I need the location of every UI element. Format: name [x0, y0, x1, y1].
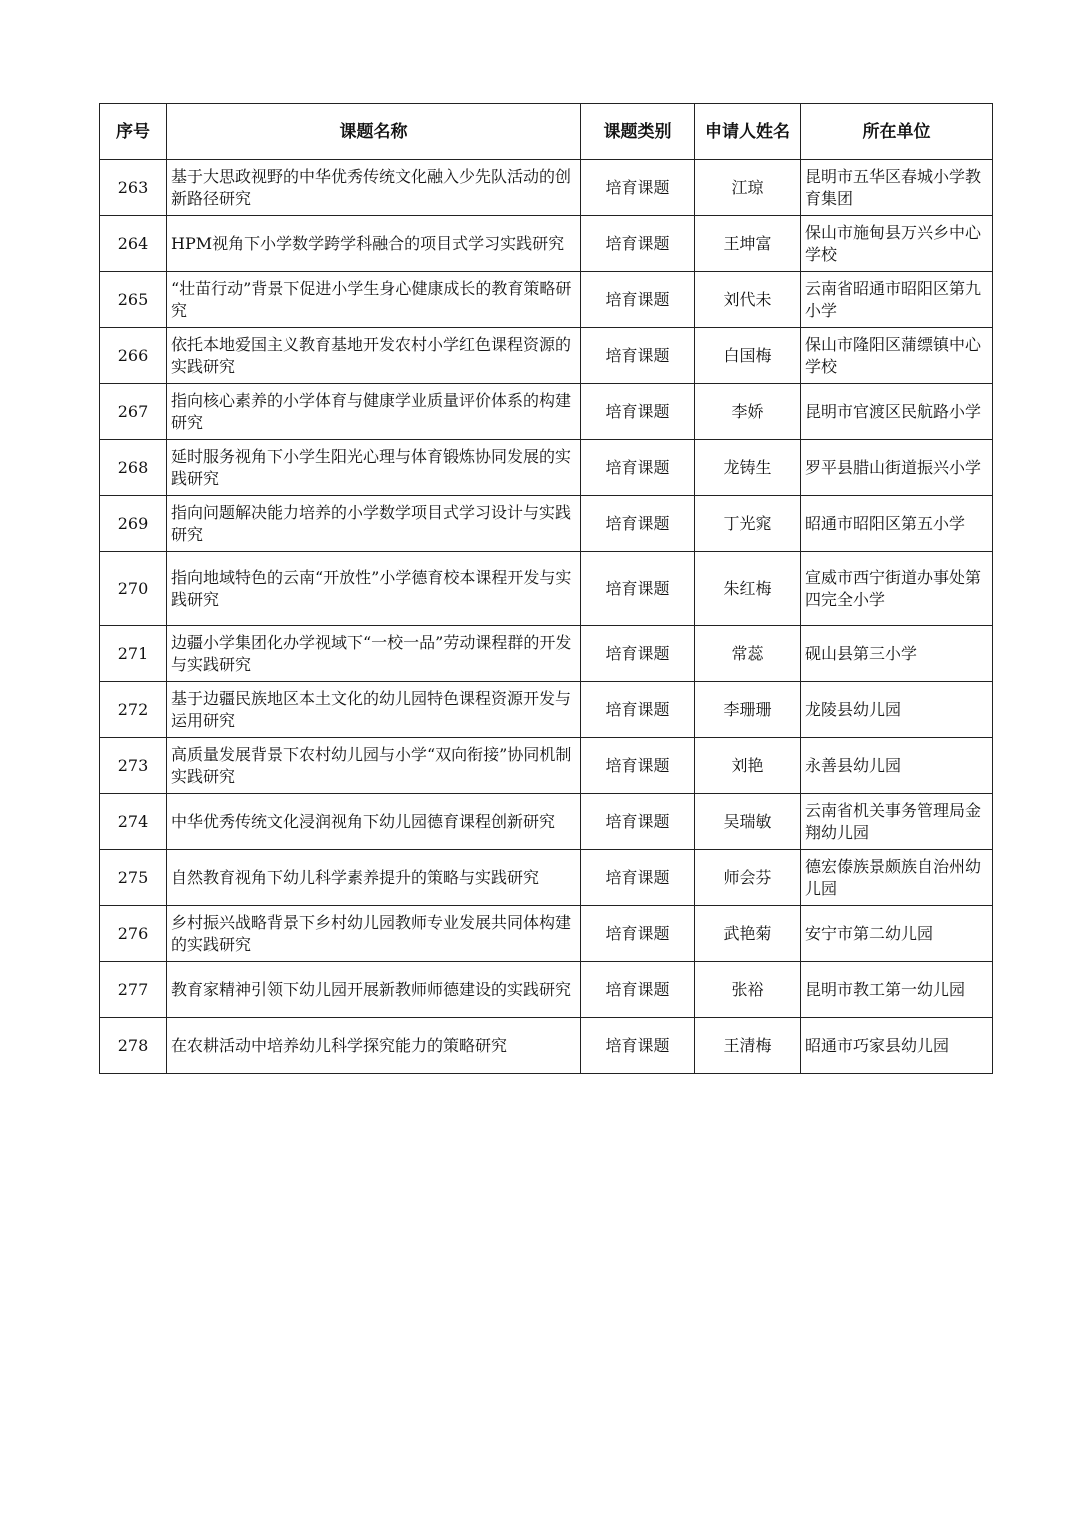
cell-title: 基于大思政视野的中华优秀传统文化融入少先队活动的创新路径研究	[167, 160, 581, 216]
cell-applicant: 刘代未	[695, 272, 801, 328]
cell-org: 昆明市教工第一幼儿园	[801, 962, 993, 1018]
cell-title: 自然教育视角下幼儿科学素养提升的策略与实践研究	[167, 850, 581, 906]
cell-num: 278	[100, 1018, 167, 1074]
cell-category: 培育课题	[581, 160, 695, 216]
table-row	[100, 1018, 993, 1074]
cell-org: 龙陵县幼儿园	[801, 682, 993, 738]
cell-title: 高质量发展背景下农村幼儿园与小学“双向衔接”协同机制实践研究	[167, 738, 581, 794]
cell-title: “壮苗行动”背景下促进小学生身心健康成长的教育策略研究	[167, 272, 581, 328]
cell-title: HPM视角下小学数学跨学科融合的项目式学习实践研究	[167, 216, 581, 272]
cell-org: 云南省昭通市昭阳区第九小学	[801, 272, 993, 328]
cell-num: 263	[100, 160, 167, 216]
cell-org: 云南省机关事务管理局金翔幼儿园	[801, 794, 993, 850]
cell-applicant: 师会芬	[695, 850, 801, 906]
cell-org: 罗平县腊山街道振兴小学	[801, 440, 993, 496]
cell-title: 指向核心素养的小学体育与健康学业质量评价体系的构建研究	[167, 384, 581, 440]
cell-num: 275	[100, 850, 167, 906]
cell-num: 274	[100, 794, 167, 850]
cell-category: 培育课题	[581, 626, 695, 682]
table-row	[100, 906, 993, 962]
table-row	[100, 384, 993, 440]
cell-category: 培育课题	[581, 496, 695, 552]
cell-title: 乡村振兴战略背景下乡村幼儿园教师专业发展共同体构建的实践研究	[167, 906, 581, 962]
cell-category: 培育课题	[581, 552, 695, 626]
cell-num: 265	[100, 272, 167, 328]
cell-org: 保山市施甸县万兴乡中心学校	[801, 216, 993, 272]
cell-category: 培育课题	[581, 794, 695, 850]
header-num: 序号	[100, 104, 167, 160]
cell-category: 培育课题	[581, 1018, 695, 1074]
header-applicant: 申请人姓名	[695, 104, 801, 160]
table-row	[100, 328, 993, 384]
cell-title: 教育家精神引领下幼儿园开展新教师师德建设的实践研究	[167, 962, 581, 1018]
cell-num: 276	[100, 906, 167, 962]
cell-applicant: 李娇	[695, 384, 801, 440]
cell-applicant: 朱红梅	[695, 552, 801, 626]
table-row	[100, 272, 993, 328]
cell-applicant: 王清梅	[695, 1018, 801, 1074]
cell-num: 271	[100, 626, 167, 682]
cell-org: 德宏傣族景颇族自治州幼儿园	[801, 850, 993, 906]
cell-org: 保山市隆阳区蒲缥镇中心学校	[801, 328, 993, 384]
project-list-table	[99, 103, 993, 1074]
table-row	[100, 626, 993, 682]
cell-category: 培育课题	[581, 384, 695, 440]
table-row	[100, 962, 993, 1018]
cell-org: 永善县幼儿园	[801, 738, 993, 794]
table-row	[100, 850, 993, 906]
cell-title: 基于边疆民族地区本土文化的幼儿园特色课程资源开发与运用研究	[167, 682, 581, 738]
cell-num: 273	[100, 738, 167, 794]
cell-num: 264	[100, 216, 167, 272]
cell-title: 依托本地爱国主义教育基地开发农村小学红色课程资源的实践研究	[167, 328, 581, 384]
table-row	[100, 216, 993, 272]
cell-num: 270	[100, 552, 167, 626]
cell-applicant: 王坤富	[695, 216, 801, 272]
cell-title: 延时服务视角下小学生阳光心理与体育锻炼协同发展的实践研究	[167, 440, 581, 496]
table-row	[100, 160, 993, 216]
cell-org: 宣威市西宁街道办事处第四完全小学	[801, 552, 993, 626]
cell-applicant: 刘艳	[695, 738, 801, 794]
cell-category: 培育课题	[581, 906, 695, 962]
table-row	[100, 496, 993, 552]
cell-category: 培育课题	[581, 272, 695, 328]
cell-category: 培育课题	[581, 440, 695, 496]
table-row	[100, 552, 993, 626]
cell-num: 272	[100, 682, 167, 738]
cell-applicant: 丁光窕	[695, 496, 801, 552]
table-row	[100, 738, 993, 794]
cell-applicant: 李珊珊	[695, 682, 801, 738]
cell-category: 培育课题	[581, 962, 695, 1018]
cell-applicant: 武艳菊	[695, 906, 801, 962]
cell-title: 指向问题解决能力培养的小学数学项目式学习设计与实践研究	[167, 496, 581, 552]
cell-title: 边疆小学集团化办学视域下“一校一品”劳动课程群的开发与实践研究	[167, 626, 581, 682]
cell-title: 在农耕活动中培养幼儿科学探究能力的策略研究	[167, 1018, 581, 1074]
cell-category: 培育课题	[581, 850, 695, 906]
cell-applicant: 江琼	[695, 160, 801, 216]
cell-org: 昭通市昭阳区第五小学	[801, 496, 993, 552]
header-title: 课题名称	[167, 104, 581, 160]
cell-applicant: 白国梅	[695, 328, 801, 384]
cell-num: 277	[100, 962, 167, 1018]
header-category: 课题类别	[581, 104, 695, 160]
table-row	[100, 440, 993, 496]
cell-category: 培育课题	[581, 216, 695, 272]
cell-applicant: 吴瑞敏	[695, 794, 801, 850]
cell-org: 昆明市官渡区民航路小学	[801, 384, 993, 440]
cell-category: 培育课题	[581, 328, 695, 384]
cell-org: 昆明市五华区春城小学教育集团	[801, 160, 993, 216]
cell-num: 266	[100, 328, 167, 384]
cell-category: 培育课题	[581, 682, 695, 738]
cell-org: 安宁市第二幼儿园	[801, 906, 993, 962]
table-header-row	[100, 104, 993, 160]
cell-applicant: 龙铸生	[695, 440, 801, 496]
cell-applicant: 张裕	[695, 962, 801, 1018]
cell-num: 269	[100, 496, 167, 552]
cell-org: 砚山县第三小学	[801, 626, 993, 682]
cell-num: 267	[100, 384, 167, 440]
cell-title: 指向地域特色的云南“开放性”小学德育校本课程开发与实践研究	[167, 552, 581, 626]
cell-title: 中华优秀传统文化浸润视角下幼儿园德育课程创新研究	[167, 794, 581, 850]
table-row	[100, 682, 993, 738]
cell-org: 昭通市巧家县幼儿园	[801, 1018, 993, 1074]
cell-category: 培育课题	[581, 738, 695, 794]
table-row	[100, 794, 993, 850]
cell-applicant: 常蕊	[695, 626, 801, 682]
header-org: 所在单位	[801, 104, 993, 160]
cell-num: 268	[100, 440, 167, 496]
